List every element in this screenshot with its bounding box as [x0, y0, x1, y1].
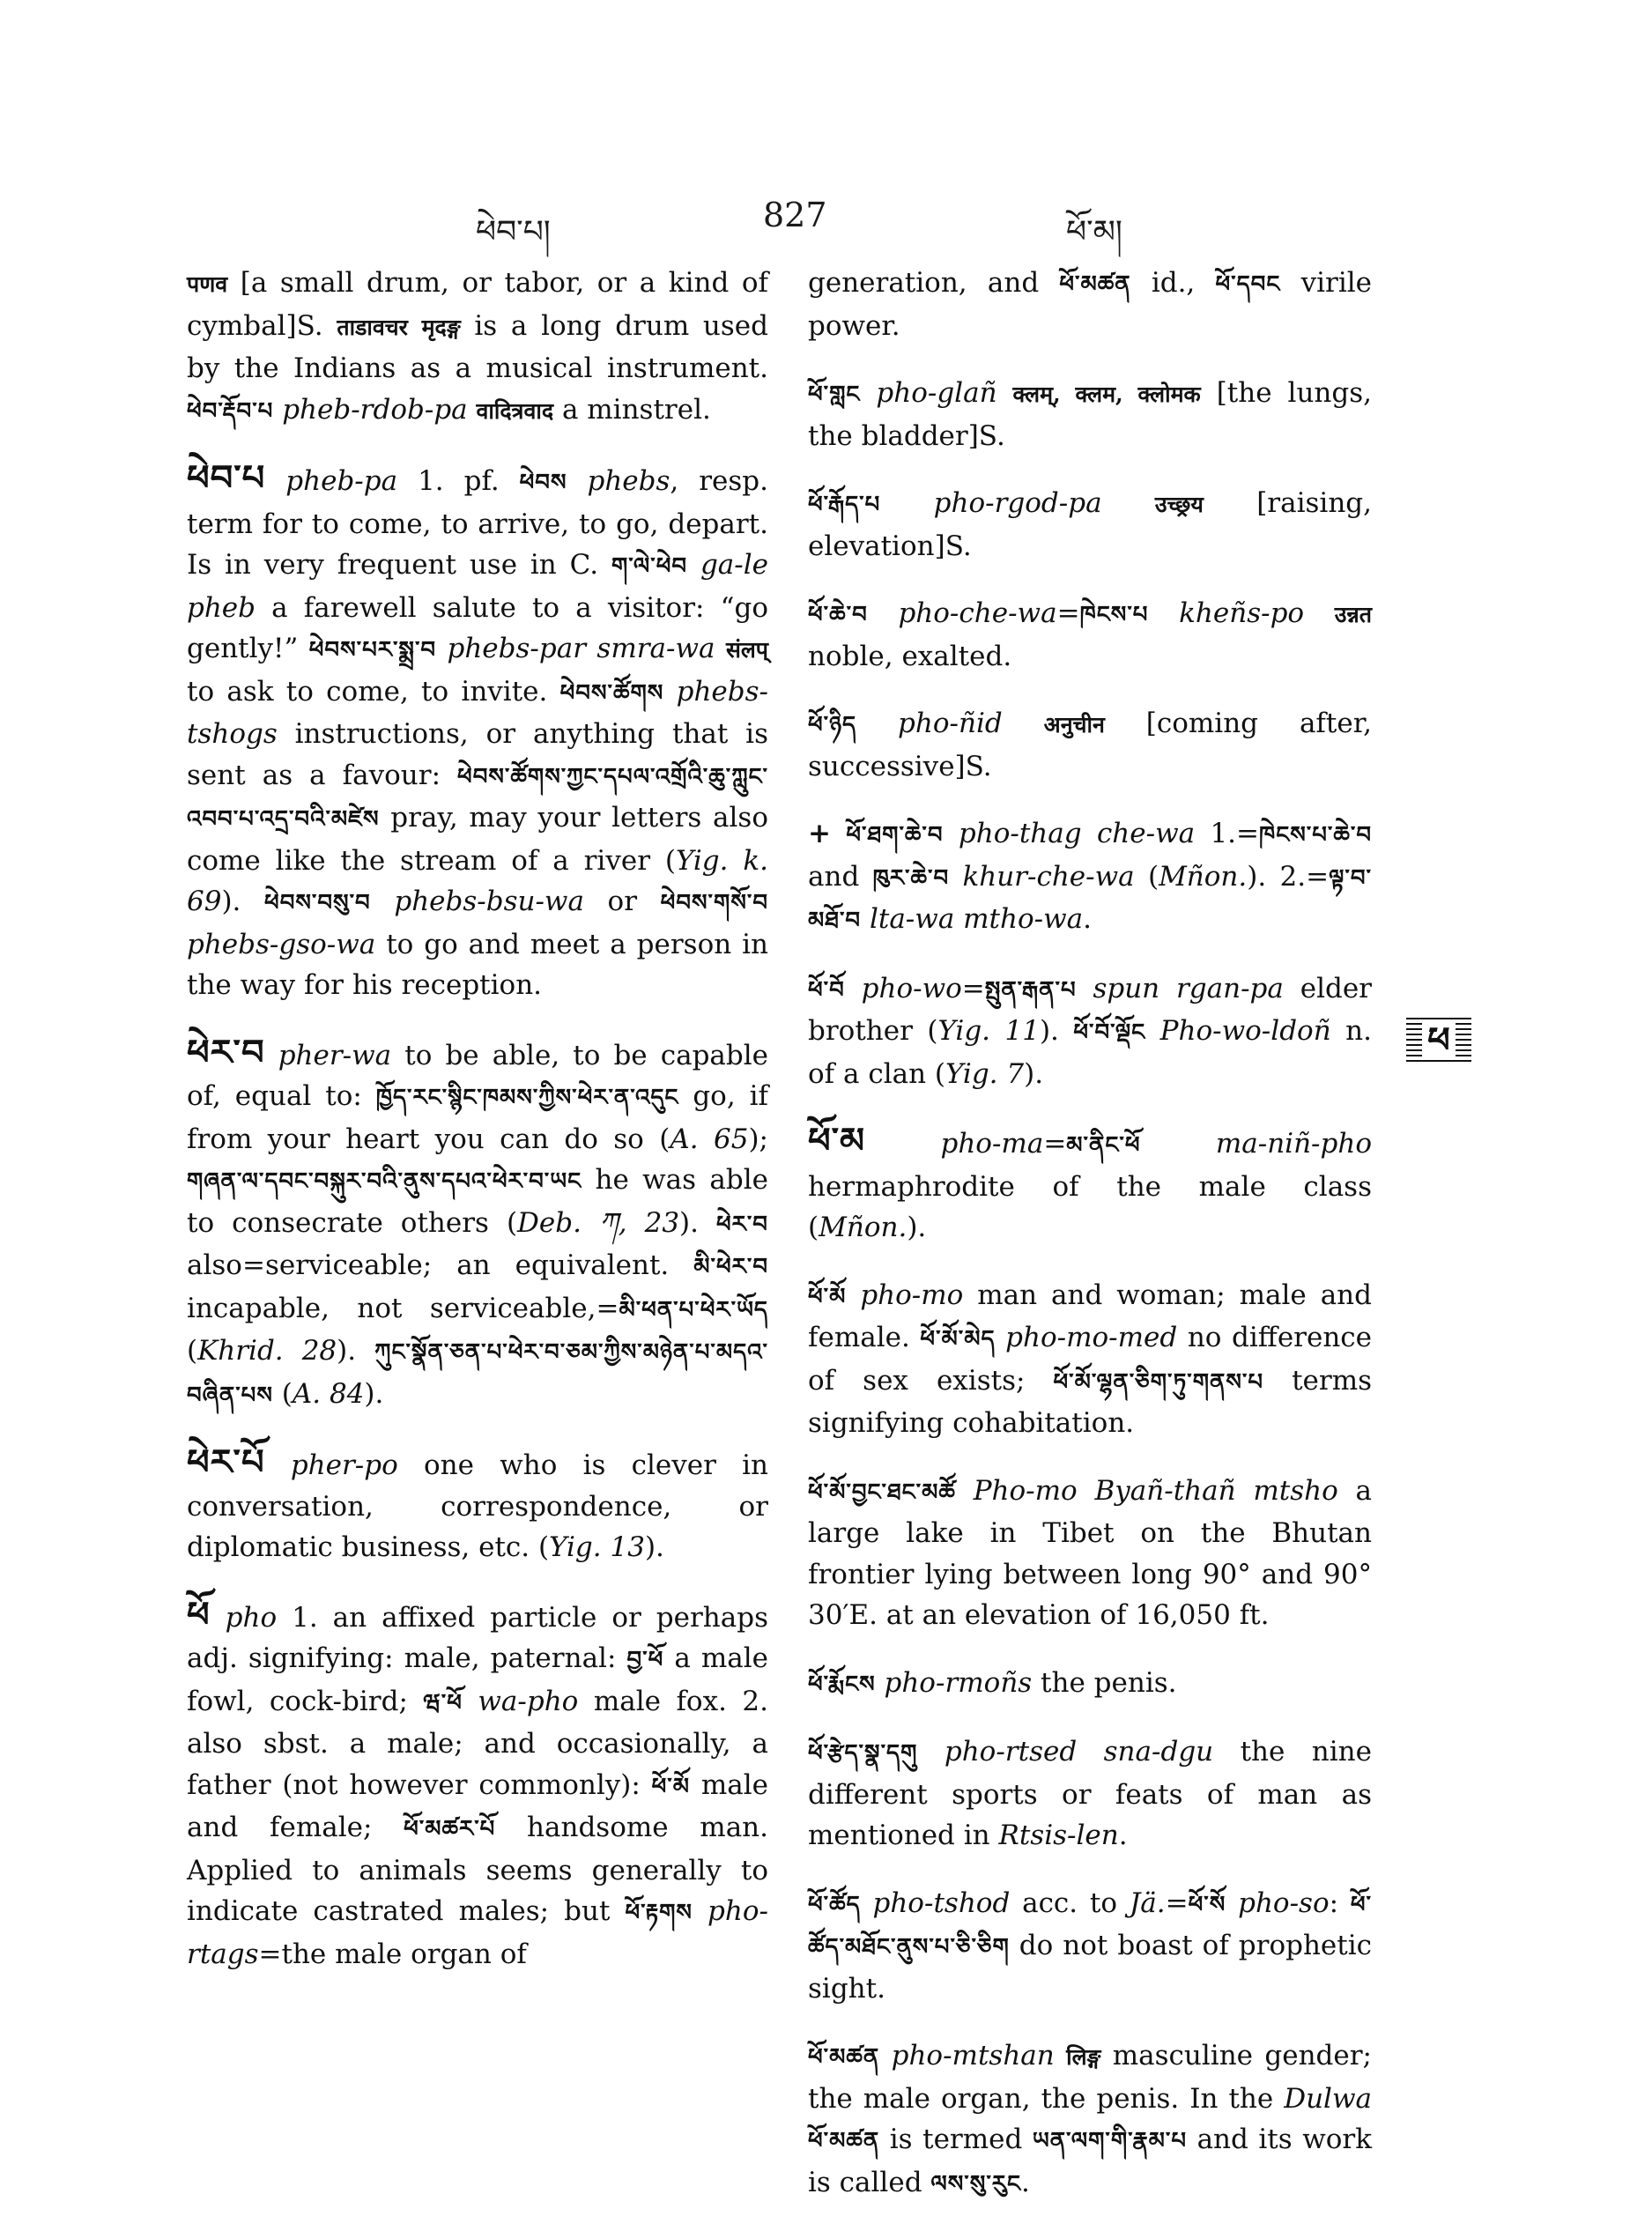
- transliteration: pheb-rdob-pa: [282, 393, 468, 426]
- headword: ཕོ་རྒོད་པ: [808, 492, 881, 518]
- left-column: [187, 263, 768, 2001]
- citation: Mñon.: [1159, 860, 1248, 893]
- headword-transliteration: pho-wo: [861, 972, 962, 1004]
- entry-pho-rgod-pa: ཕོ་རྒོད་པ pho-rgod-pa उच्छ्रय [raising, elevation]S.: [808, 487, 1372, 562]
- headword-transliteration: pho-tshod: [872, 1886, 1011, 1919]
- entry-pho-mo: ཕོ་མོ pho-mo man and woman; male and female. ཕོ་མོ་མེད pho-mo-med no difference of sex exists; ཕོ་མོ་ལྷན་ཅིག་ཏུ་གནས་པ terms signifying cohabitation.: [808, 1279, 1373, 1439]
- devanagari-term: ताडावचर: [337, 314, 408, 340]
- headword-transliteration: pho-thag che-wa: [958, 818, 1196, 849]
- page-number: 827: [763, 196, 827, 234]
- tibetan-term: ཕེབ་རྡོབ་པ: [187, 397, 274, 425]
- headword-transliteration: pho-mo: [860, 1279, 964, 1311]
- entry-text: [a small drum, or tabor, or a kind of cymbal]S.: [187, 267, 768, 342]
- headword: ཕོ་མ: [808, 1120, 866, 1161]
- entry-pho-ma: ཕོ་མ pho-ma=མ་ནིང་ཕོ ma-niñ-pho hermaphrodite of the male class (Mñon.).: [808, 1120, 1372, 1243]
- citation: Yig. 13: [549, 1531, 645, 1563]
- headword-transliteration: pho-ñid: [898, 708, 1003, 739]
- headword: ཕོ་ཚོད: [808, 1891, 861, 1918]
- headword: ཕོ་ཆེ་བ: [808, 602, 868, 628]
- entry-pho-mo-byang-thang: ཕོ་མོ་བྱང་ཐང་མཚོ Pho-mo Byañ-thañ mtsho a large lake in Tibet on the Bhutan frontier lying between long 90° and 90° 30′E. at an elevation of 16,050 ft.: [808, 1474, 1372, 1631]
- headword-transliteration: pheb-pa: [285, 465, 398, 497]
- citation: Rtsis-len: [998, 1820, 1119, 1851]
- headword: ཕོ: [187, 1593, 211, 1635]
- headword-transliteration: pher-wa: [278, 1039, 392, 1071]
- citation: A. 84: [292, 1377, 365, 1410]
- entry-pho-che-wa: ཕོ་ཆེ་བ pho-che-wa=ཁེངས་པ kheñs-po उन्नत noble, exalted.: [808, 597, 1372, 672]
- entry-pho-thag: + ཕོ་ཐག་ཆེ་བ pho-thag che-wa 1.=ཁེངས་པ་ཆེ་བ and ཁུར་ཆེ་བ khur-che-wa (Mñon.). 2.=ལྟ་བ་མཐོ་བ lta-wa mtho-wa.: [808, 818, 1372, 935]
- headword: ཕོ་ཉིད: [808, 712, 857, 738]
- citation: Yig. k. 69: [187, 844, 768, 917]
- headword-transliteration: pho-rmoñs: [884, 1666, 1033, 1699]
- citation: Deb. ཀ, 23: [517, 1206, 680, 1239]
- headword-transliteration: pho-ma: [940, 1128, 1044, 1160]
- devanagari-term: मृदङ्ग: [421, 314, 461, 340]
- headword-transliteration: pho-rgod-pa: [933, 487, 1102, 519]
- entry-pho-wo: ཕོ་བོ pho-wo=སྤུན་རྒན་པ spun rgan-pa elder brother (Yig. 11). ཕོ་བོ་ལྡོང Pho-wo-ldoñ n. of a clan (Yig. 7).: [808, 972, 1372, 1090]
- devanagari-term: पणव: [187, 271, 228, 297]
- right-column: [808, 263, 1372, 2231]
- headword: ཕེར་པོ: [187, 1442, 265, 1483]
- headword-transliteration: pho-mtshan: [891, 2040, 1055, 2072]
- devanagari-term: वादित्रवाद: [476, 397, 554, 424]
- entry-pher-wa: ཕེར་བ pher-wa to be able, to be capable of, equal to: ཁྱོད་རང་སྙིང་ཁམས་ཀྱིས་ཕེར་ན་འདུང go, if from your heart you can do so (A. 65); གཞན་ལ་དབང་བསྐུར་བའི་ནུས་དཔའ་ཕེར་བ་ཡང he was able to consecrate others (Deb. ཀ, 23). ཕེར་བ also=serviceable; an equivalent. མི་ཕེར་བ incapable, not serviceable,=མི་ཕན་པ་ཕེར་ཡོད (Khrid. 28). ཀུང་སྣོན་ཅན་པ་ཕེར་བ་ཅམ་ཀྱིས་མཉེན་པ་མདའ་བཞིན་པས (A. 84).: [187, 1031, 768, 1410]
- entry-pho-tshod: ཕོ་ཚོད pho-tshod acc. to Jä.=ཕོ་སོ pho-so: ཕོ་ཚོད་མཐོང་ནུས་པ་ཅི་ཅིག do not boast of prophetic sight.: [808, 1886, 1372, 2005]
- headword: ཕོ་ཐག་ཆེ་བ: [846, 822, 944, 849]
- entry-pho-rmong: ཕོ་རྨོངས pho-rmoñs the penis.: [808, 1666, 1177, 1699]
- entry-drum: [187, 263, 768, 432]
- entry-pho-nid: ཕོ་ཉིད pho-ñid अनुचीन [coming after, successive]S.: [808, 708, 1372, 782]
- entry-text: is a long drum used by the Indians as a musical instrument.: [187, 309, 768, 384]
- headword-transliteration: pher-po: [290, 1449, 398, 1481]
- entry-pho: ཕོ pho 1. an affixed particle or perhaps adj. signifying: male, paternal: བྱ་ཕོ a male fowl, cock-bird; ཝ་ཕོ wa-pho male fox. 2. also sbst. a male; and occasionally, a father (not however commonly): ཕོ་མོ male and female; ཕོ་མཚར་པོ handsome man. Applied to animals seems generally to indicate castrated males; but ཕོ་རྟགས pho-rtags=the male organ of: [187, 1593, 769, 1970]
- citation: Yig. 7: [945, 1057, 1025, 1090]
- headword-transliteration: pho-glañ: [876, 377, 997, 409]
- entry-pho-continued: generation, and ཕོ་མཚན id., ཕོ་དབང virile power.: [808, 267, 1372, 342]
- citation: Mñon.: [819, 1212, 907, 1243]
- headword-transliteration: Pho-mo Byañ-thañ mtsho: [973, 1474, 1338, 1507]
- headword-transliteration: pho-che-wa: [898, 597, 1057, 629]
- thumb-index-letter: ཕ: [1422, 1021, 1456, 1060]
- headword: ཕོ་མཚན: [808, 2044, 880, 2071]
- headword: ཕེར་བ: [187, 1031, 265, 1073]
- headword: ཕོ་གླང: [808, 382, 861, 408]
- headword: ཕོ་རྩེད་སྣ་དགུ: [808, 1740, 918, 1767]
- entry-pho-rtsed: ཕོ་རྩེད་སྣ་དགུ pho-rtsed sna-dgu the nine different sports or feats of man as mentioned in Rtsis-len.: [808, 1736, 1372, 1851]
- plus-marker: +: [808, 818, 831, 849]
- citation: Dulwa: [1284, 2082, 1372, 2115]
- citation: A. 65: [670, 1123, 749, 1155]
- citation: Yig. 11: [937, 1015, 1040, 1047]
- entry-pho-glan: ཕོ་གླང pho-glañ क्लम्, क्लम, क्लोमक [the lungs, the bladder]S.: [808, 377, 1372, 452]
- running-head-left: ཕེབ་པ།: [476, 214, 551, 250]
- headword: ཕོ་མོ་བྱང་ཐང་མཚོ: [808, 1479, 956, 1506]
- headword: ཕོ་མོ: [808, 1283, 847, 1310]
- entry-pheb-pa: ཕེབ་པ pheb-pa 1. pf. ཕེབས phebs, resp. term for to come, to arrive, to go, depart. Is in very frequent use in C. ག་ལེ་ཕེབ ga-le pheb a farewell salute to a visitor: “go gently!” ཕེབས་པར་སྨྲ་བ phebs-par smra-wa संलप् to ask to come, to invite. ཕེབས་ཚོགས phebs-tshogs instructions, or anything that is sent as a favour: ཕེབས་ཚོགས་ཀྱང་དཔལ་འགྲོའི་ཆུ་ཀླུང་འབབ་པ་འདྲ་བའི་མཛེས pray, may your letters also come like the stream of a river (Yig. k. 69). ཕེབས་བསུ་བ phebs-bsu-wa or ཕེབས་གསོ་བ phebs-gso-wa to go and meet a person in the way for his reception.: [187, 457, 769, 1001]
- citation: Khrid. 28: [197, 1335, 337, 1367]
- thumb-index-icon: [1406, 1018, 1471, 1064]
- headword: ཕོ་རྨོངས: [808, 1671, 876, 1698]
- headword: ཕོ་བོ: [808, 976, 845, 1004]
- citation: Jä.: [1129, 1886, 1166, 1919]
- entry-pher-po: ཕེར་པོ pher-po one who is clever in conversation, correspondence, or diplomatic business, etc. (Yig. 13).: [187, 1442, 768, 1563]
- headword: ཕེབ་པ: [187, 457, 266, 499]
- entry-text: a minstrel.: [553, 393, 711, 426]
- headword-transliteration: pho: [225, 1601, 278, 1634]
- headword-transliteration: pho-rtsed sna-dgu: [944, 1736, 1214, 1768]
- entry-pho-mtshan: ཕོ་མཚན pho-mtshan लिङ्ग masculine gender; the male organ, the penis. In the Dulwa ཕོ་མཚན is termed ཡན་ལག་གི་རྣམ་པ and its work is called ལས་སུ་རུང.: [808, 2040, 1373, 2198]
- running-head-right: ཕོ་མ།: [1066, 214, 1122, 250]
